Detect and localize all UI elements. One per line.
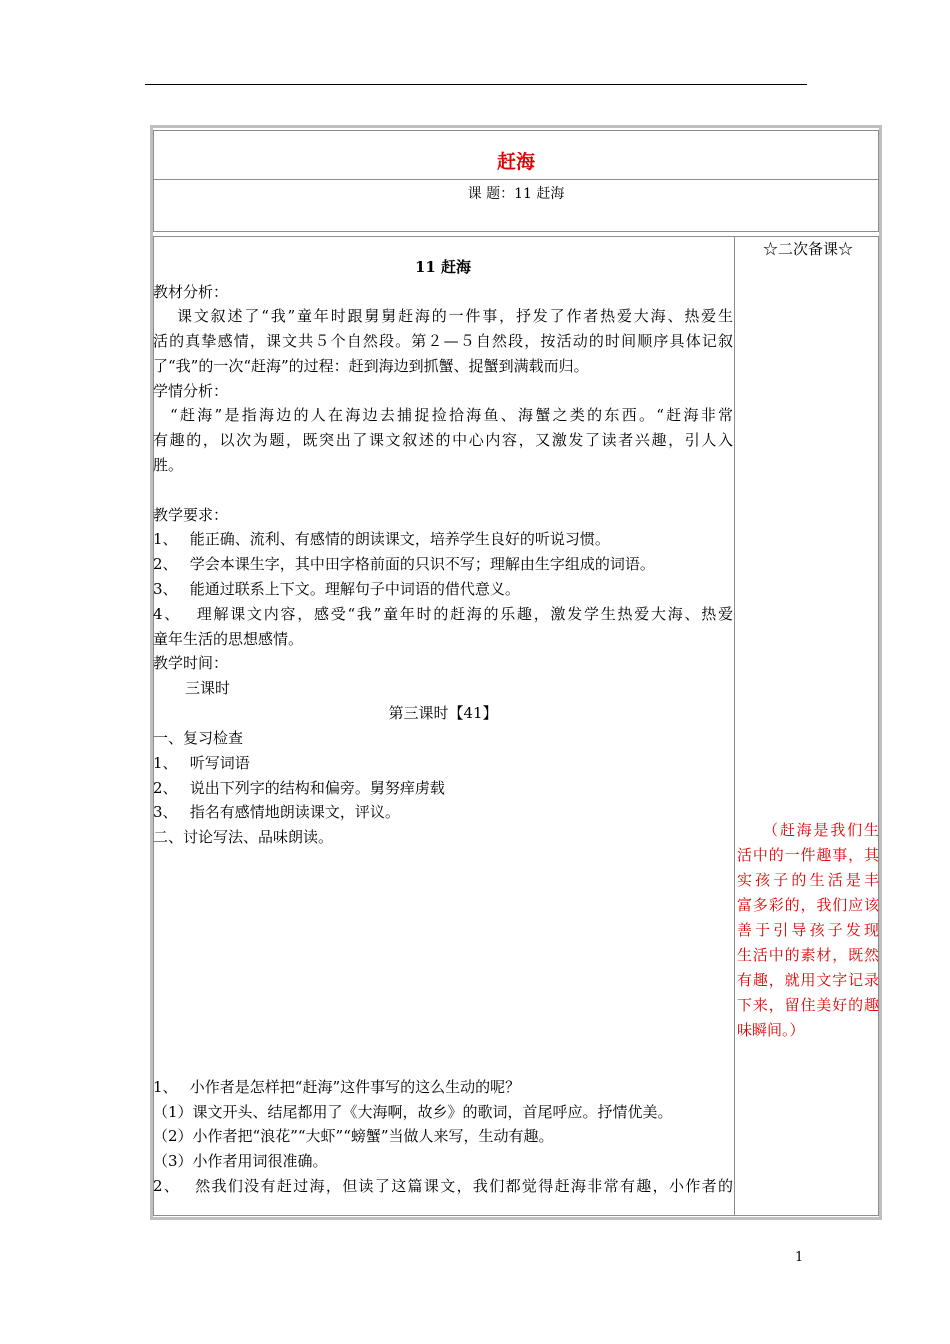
review-item: 3、 指名有感情地朗读课文，评议。 (153, 803, 400, 821)
question-line: （1）课文开头、结尾都用了《大海啊，故乡》的歌词，首尾呼应。抒情优美。 (153, 1103, 673, 1121)
time-heading: 教学时间： (153, 654, 229, 672)
requirement-item: 3、 能通过联系上下文。理解句子中词语的借代意义。 (153, 580, 520, 598)
time-value: 三课时 (185, 679, 231, 697)
side-note-line: 活中的一件趣事，其 (737, 846, 879, 864)
question-line: 2、 然我们没有赶过海，但读了这篇课文，我们都觉得赶海非常有趣，小作者的 (153, 1177, 733, 1195)
period-title: 第三课时【41】 (388, 704, 498, 722)
question-line: （2）小作者把“浪花”“大虾”“螃蟹”当做人来写，生动有趣。 (153, 1127, 554, 1145)
student-line: 胜。 (153, 456, 184, 474)
lesson-subject: 课 题：11 赶海 (467, 186, 565, 202)
lesson-title: 11 赶海 (414, 258, 472, 276)
page-title: 赶海 (496, 151, 535, 173)
side-note-line: （赶海是我们生 (763, 821, 879, 839)
side-note-line: 下来，留住美好的趣 (737, 996, 879, 1014)
side-note-line: 有趣，就用文字记录 (737, 971, 879, 989)
analysis-heading: 教材分析： (153, 283, 229, 301)
analysis-line: 活的真挚感情，课文共５个自然段。第２—５自然段，按活动的时间顺序具体记叙 (153, 332, 733, 350)
side-note-line: 实孩子的生活是丰 (737, 871, 879, 889)
question-line: 1、 小作者是怎样把“赶海”这件事写的这么生动的呢？ (153, 1078, 521, 1096)
side-note-line: 富多彩的，我们应该 (737, 896, 879, 914)
header-rule (145, 84, 807, 85)
side-note-line: 味瞬间。） (737, 1021, 805, 1039)
review-item: 2、 说出下列字的结构和偏旁。舅努痒虏载 (153, 779, 445, 797)
question-line: （3）小作者用词很准确。 (153, 1152, 328, 1170)
page-number: 1 (795, 1250, 804, 1265)
student-heading: 学情分析： (153, 382, 229, 400)
analysis-line: 课文叙述了“我”童年时跟舅舅赶海的一件事，抒发了作者热爱大海、热爱生 (177, 307, 733, 325)
discuss-heading: 二、讨论写法、品味朗读。 (153, 828, 334, 846)
side-note-line: 善于引导孩子发现 (737, 921, 879, 939)
review-heading: 一、复习检查 (153, 729, 244, 747)
student-line: “赶海”是指海边的人在海边去捕捉捡拾海鱼、海蟹之类的东西。“赶海非常 (170, 406, 733, 424)
requirement-item: 童年生活的思想感情。 (153, 630, 304, 648)
side-note (737, 818, 879, 1043)
analysis-line: 了“我”的一次“赶海”的过程：赶到海边到抓蟹、捉蟹到满载而归。 (153, 357, 589, 375)
second-prep-heading: ☆二次备课☆ (762, 240, 853, 258)
requirement-item: 1、 能正确、流利、有感情的朗读课文，培养学生良好的听说习惯。 (153, 530, 610, 548)
requirements-heading: 教学要求： (153, 506, 229, 524)
review-item: 1、 听写词语 (153, 754, 250, 772)
requirement-item: 4、 理解课文内容，感受“我”童年时的赶海的乐趣，激发学生热爱大海、热爱 (153, 605, 733, 623)
side-notes-cell (735, 236, 879, 1216)
student-line: 有趣的，以次为题，既突出了课文叙述的中心内容，又激发了读者兴趣，引人入 (153, 431, 733, 449)
side-note-line: 生活中的素材，既然 (737, 946, 879, 964)
requirement-item: 2、 学会本课生字，其中田字格前面的只识不写；理解由生字组成的词语。 (153, 555, 655, 573)
